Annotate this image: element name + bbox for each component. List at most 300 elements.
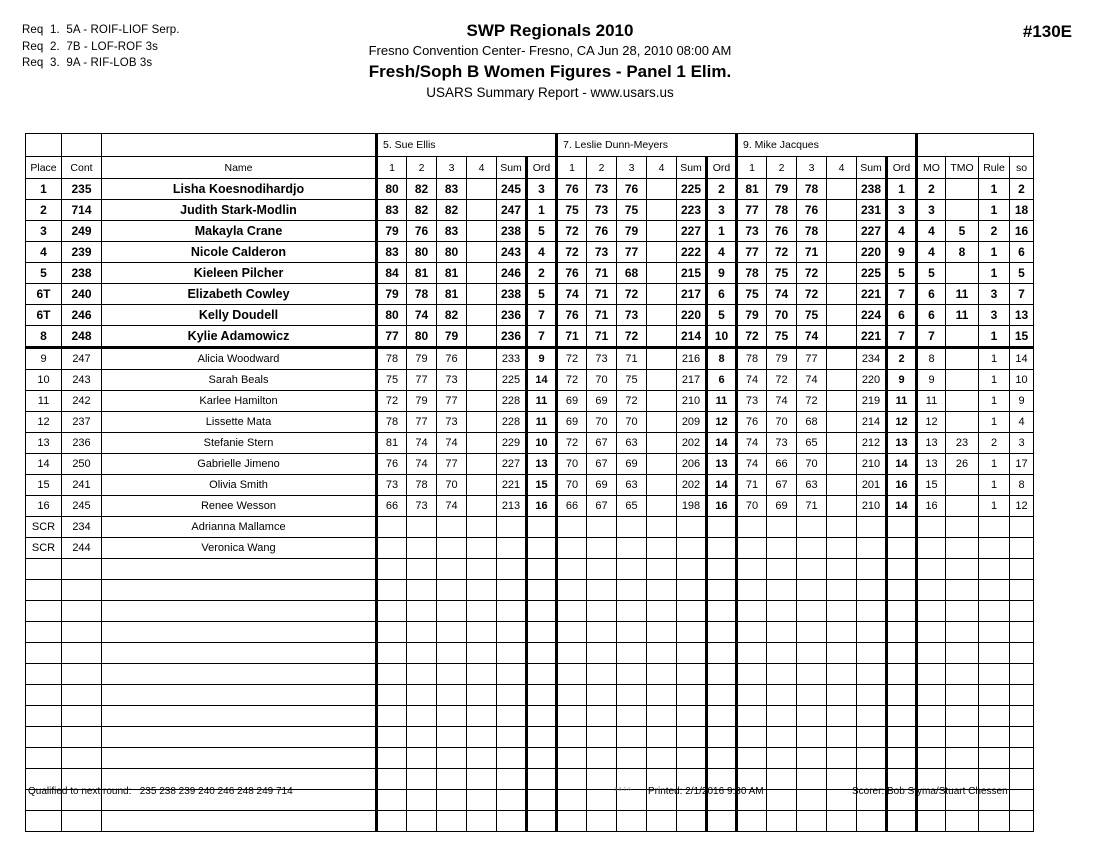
cell-j2-ord: 11 xyxy=(707,391,737,412)
cell-aux xyxy=(1010,727,1034,748)
cell-name: Makayla Crane xyxy=(102,221,377,242)
cell-j1-2: 74 xyxy=(407,433,437,454)
cell-j1-2: 78 xyxy=(407,475,437,496)
venue-line: Fresno Convention Center- Fresno, CA Jun 28, 2010 08:00 AM xyxy=(368,43,732,58)
cell-j3-ord: 3 xyxy=(887,200,917,221)
cell-j3-1: 76 xyxy=(737,412,767,433)
cell-mo: 4 xyxy=(917,242,946,263)
table-row xyxy=(26,454,1034,475)
cell-score xyxy=(587,664,617,685)
cell-score xyxy=(467,811,497,832)
cell-j1-3: 81 xyxy=(437,263,467,284)
cell-score xyxy=(557,706,587,727)
col-header-so: so xyxy=(1010,157,1034,179)
cell-name xyxy=(102,727,377,748)
cell-j1-sum: 243 xyxy=(497,242,527,263)
cell-score xyxy=(767,580,797,601)
cell-j3-4 xyxy=(827,433,857,454)
cell-score xyxy=(377,622,407,643)
cell-j2-2: 69 xyxy=(587,475,617,496)
cell-cont xyxy=(62,811,102,832)
cell-j2-sum: 209 xyxy=(677,412,707,433)
cell-j1-1: 80 xyxy=(377,179,407,200)
cell-mo xyxy=(917,517,946,538)
cell-j2-2 xyxy=(587,517,617,538)
cell-name xyxy=(102,601,377,622)
cell-so: 3 xyxy=(1010,433,1034,454)
cell-j3-sum xyxy=(857,517,887,538)
cell-score xyxy=(767,769,797,790)
cell-j2-2: 71 xyxy=(587,263,617,284)
cell-place: SCR xyxy=(26,517,62,538)
cell-j1-2: 80 xyxy=(407,242,437,263)
cell-j1-1: 80 xyxy=(377,305,407,326)
cell-j3-4 xyxy=(827,454,857,475)
cell-j3-2: 75 xyxy=(767,263,797,284)
cell-score xyxy=(887,559,917,580)
cell-place: 6T xyxy=(26,305,62,326)
cell-rule: 1 xyxy=(979,263,1010,284)
cell-mo: 13 xyxy=(917,454,946,475)
cell-j2-2: 67 xyxy=(587,496,617,517)
cell-j2-3: 72 xyxy=(617,391,647,412)
cell-cont xyxy=(62,643,102,664)
cell-so: 8 xyxy=(1010,475,1034,496)
cell-aux xyxy=(946,685,979,706)
cell-name: Olivia Smith xyxy=(102,475,377,496)
cell-score xyxy=(677,748,707,769)
cell-score xyxy=(617,622,647,643)
cell-j2-ord: 12 xyxy=(707,412,737,433)
cell-j3-1: 75 xyxy=(737,284,767,305)
cell-cont xyxy=(62,706,102,727)
cell-score xyxy=(557,580,587,601)
cell-j2-1: 69 xyxy=(557,391,587,412)
cell-tmo: 5 xyxy=(946,221,979,242)
cell-score xyxy=(527,748,557,769)
cell-score xyxy=(827,811,857,832)
cell-j3-ord xyxy=(887,538,917,559)
cell-j1-1 xyxy=(377,517,407,538)
cell-j3-sum: 210 xyxy=(857,496,887,517)
cell-j2-4 xyxy=(647,242,677,263)
cell-j1-sum: 221 xyxy=(497,475,527,496)
cell-place: 14 xyxy=(26,454,62,475)
table-row xyxy=(26,475,1034,496)
cell-score xyxy=(587,559,617,580)
cell-j3-4 xyxy=(827,517,857,538)
cell-tmo xyxy=(946,179,979,200)
table-row xyxy=(26,348,1034,370)
col-header-j3-1: 1 xyxy=(737,157,767,179)
cell-j2-4 xyxy=(647,433,677,454)
cell-j3-1: 72 xyxy=(737,326,767,348)
cell-score xyxy=(797,748,827,769)
column-header-row xyxy=(26,157,1034,179)
table-row-blank xyxy=(26,727,1034,748)
cell-aux xyxy=(946,727,979,748)
table-row xyxy=(26,496,1034,517)
table-row-blank xyxy=(26,559,1034,580)
cell-j1-4 xyxy=(467,538,497,559)
cell-score xyxy=(647,622,677,643)
cell-aux xyxy=(1010,811,1034,832)
cell-score xyxy=(797,601,827,622)
printed-timestamp: Printed: 2/1/2016 9:30 AM xyxy=(648,786,764,797)
cell-j2-sum: 206 xyxy=(677,454,707,475)
cell-score xyxy=(857,580,887,601)
cell-score xyxy=(587,580,617,601)
cell-tmo xyxy=(946,538,979,559)
cell-j2-ord: 6 xyxy=(707,370,737,391)
cell-score xyxy=(437,769,467,790)
cell-cont xyxy=(62,727,102,748)
cell-so: 6 xyxy=(1010,242,1034,263)
cell-j1-1: 76 xyxy=(377,454,407,475)
cell-aux xyxy=(917,559,946,580)
cell-place xyxy=(26,664,62,685)
cell-j1-ord: 5 xyxy=(527,221,557,242)
cell-j2-4 xyxy=(647,496,677,517)
cell-aux xyxy=(917,727,946,748)
col-header-j3-sum: Sum xyxy=(857,157,887,179)
cell-rule: 1 xyxy=(979,200,1010,221)
cell-j3-4 xyxy=(827,538,857,559)
cell-j1-2: 77 xyxy=(407,370,437,391)
cell-j3-ord: 6 xyxy=(887,305,917,326)
cell-j2-4 xyxy=(647,221,677,242)
table-row xyxy=(26,221,1034,242)
category-title: Fresh/Soph B Women Figures - Panel 1 Elim. xyxy=(368,62,732,81)
cell-j1-sum: 229 xyxy=(497,433,527,454)
cell-score xyxy=(887,601,917,622)
cell-j3-ord: 14 xyxy=(887,454,917,475)
cell-j1-3: 74 xyxy=(437,433,467,454)
cell-score xyxy=(377,580,407,601)
cell-j2-1: 70 xyxy=(557,454,587,475)
cell-j2-2 xyxy=(587,538,617,559)
cell-j1-sum: 246 xyxy=(497,263,527,284)
cell-score xyxy=(407,727,437,748)
cell-j3-ord: 7 xyxy=(887,326,917,348)
cell-score xyxy=(377,748,407,769)
cell-score xyxy=(497,790,527,811)
cell-place: 5 xyxy=(26,263,62,284)
cell-j3-3: 65 xyxy=(797,433,827,454)
cell-score xyxy=(857,706,887,727)
cell-score xyxy=(617,727,647,748)
cell-j3-sum: 238 xyxy=(857,179,887,200)
cell-name: Lisha Koesnodihardjo xyxy=(102,179,377,200)
cell-so: 18 xyxy=(1010,200,1034,221)
cell-j1-ord: 7 xyxy=(527,305,557,326)
cell-name xyxy=(102,664,377,685)
cell-j2-ord: 3 xyxy=(707,200,737,221)
cell-score xyxy=(857,748,887,769)
cell-tmo xyxy=(946,475,979,496)
cell-score xyxy=(527,580,557,601)
cell-j2-1: 76 xyxy=(557,305,587,326)
cell-place: 4 xyxy=(26,242,62,263)
cell-name xyxy=(102,559,377,580)
cell-score xyxy=(407,601,437,622)
cell-score xyxy=(827,706,857,727)
cell-score xyxy=(557,790,587,811)
cell-score xyxy=(797,769,827,790)
cell-j2-sum: 198 xyxy=(677,496,707,517)
cell-mo: 5 xyxy=(917,263,946,284)
cell-mo: 9 xyxy=(917,370,946,391)
cell-j2-2: 67 xyxy=(587,433,617,454)
cell-j3-ord: 7 xyxy=(887,284,917,305)
cell-aux xyxy=(1010,559,1034,580)
cell-j2-3: 65 xyxy=(617,496,647,517)
cell-j3-sum: 225 xyxy=(857,263,887,284)
cell-score xyxy=(437,811,467,832)
cell-name xyxy=(102,643,377,664)
cell-j3-sum: 227 xyxy=(857,221,887,242)
cell-place: 2 xyxy=(26,200,62,221)
cell-aux xyxy=(1010,706,1034,727)
cell-rule: 2 xyxy=(979,433,1010,454)
cell-j3-ord: 5 xyxy=(887,263,917,284)
cell-j2-sum: 217 xyxy=(677,370,707,391)
cell-j2-ord: 4 xyxy=(707,242,737,263)
judge-header: 5. Sue Ellis xyxy=(377,134,557,157)
cell-name: Kelly Doudell xyxy=(102,305,377,326)
cell-j2-ord: 16 xyxy=(707,496,737,517)
cell-aux xyxy=(946,643,979,664)
cell-score xyxy=(857,559,887,580)
cell-score xyxy=(797,685,827,706)
cell-j1-sum: 245 xyxy=(497,179,527,200)
cell-place xyxy=(26,643,62,664)
cell-j1-sum xyxy=(497,517,527,538)
cell-mo: 7 xyxy=(917,326,946,348)
cell-tmo: 11 xyxy=(946,284,979,305)
cell-j1-ord xyxy=(527,538,557,559)
cell-score xyxy=(437,727,467,748)
cell-name: Sarah Beals xyxy=(102,370,377,391)
cell-mo: 16 xyxy=(917,496,946,517)
cell-j3-2: 79 xyxy=(767,348,797,370)
cell-j2-sum: 217 xyxy=(677,284,707,305)
cell-tmo xyxy=(946,326,979,348)
cell-aux xyxy=(917,706,946,727)
cell-j2-sum: 210 xyxy=(677,391,707,412)
cell-score xyxy=(647,685,677,706)
cell-j2-1: 66 xyxy=(557,496,587,517)
cell-j1-2: 82 xyxy=(407,200,437,221)
cell-score xyxy=(437,748,467,769)
cell-j1-4 xyxy=(467,305,497,326)
cell-score xyxy=(647,748,677,769)
cell-j3-2: 73 xyxy=(767,433,797,454)
cell-cont xyxy=(62,748,102,769)
cell-j2-sum: 216 xyxy=(677,348,707,370)
cell-j3-4 xyxy=(827,475,857,496)
cell-score xyxy=(497,727,527,748)
cell-score xyxy=(497,643,527,664)
cell-j3-2: 67 xyxy=(767,475,797,496)
table-row xyxy=(26,517,1034,538)
cell-j3-3: 72 xyxy=(797,284,827,305)
cell-j1-ord: 1 xyxy=(527,200,557,221)
cell-score xyxy=(437,622,467,643)
cell-j1-1: 79 xyxy=(377,221,407,242)
cell-score xyxy=(737,664,767,685)
cell-score xyxy=(737,727,767,748)
cell-score xyxy=(827,622,857,643)
cell-score xyxy=(497,664,527,685)
cell-j3-sum: 220 xyxy=(857,370,887,391)
cell-score xyxy=(617,643,647,664)
cell-j2-3: 73 xyxy=(617,305,647,326)
table-row-blank xyxy=(26,580,1034,601)
cell-j3-1: 73 xyxy=(737,391,767,412)
cell-j3-2: 66 xyxy=(767,454,797,475)
cell-score xyxy=(557,622,587,643)
cell-aux xyxy=(979,727,1010,748)
cell-mo: 11 xyxy=(917,391,946,412)
cell-score xyxy=(767,643,797,664)
cell-score xyxy=(557,685,587,706)
requirement-line: Req 1. 5A - ROIF-LIOF Serp. xyxy=(22,24,180,36)
cell-rule: 3 xyxy=(979,284,1010,305)
cell-score xyxy=(647,580,677,601)
cell-j2-2: 73 xyxy=(587,200,617,221)
cell-j2-4 xyxy=(647,284,677,305)
cell-aux xyxy=(946,622,979,643)
cell-j1-3: 80 xyxy=(437,242,467,263)
cell-place xyxy=(26,559,62,580)
cell-name xyxy=(102,685,377,706)
cell-score xyxy=(707,727,737,748)
cell-place: 11 xyxy=(26,391,62,412)
cell-j3-1: 74 xyxy=(737,454,767,475)
cell-j3-ord: 9 xyxy=(887,370,917,391)
cell-rule: 1 xyxy=(979,412,1010,433)
cell-place: 13 xyxy=(26,433,62,454)
cell-j3-4 xyxy=(827,348,857,370)
cell-j2-3 xyxy=(617,517,647,538)
cell-j1-2: 73 xyxy=(407,496,437,517)
cell-score xyxy=(677,601,707,622)
cell-score xyxy=(707,622,737,643)
cell-so: 17 xyxy=(1010,454,1034,475)
table-row xyxy=(26,263,1034,284)
cell-score xyxy=(437,643,467,664)
cell-j1-2: 77 xyxy=(407,412,437,433)
cell-score xyxy=(617,601,647,622)
cell-so: 9 xyxy=(1010,391,1034,412)
cell-aux xyxy=(1010,748,1034,769)
cell-score xyxy=(857,727,887,748)
cell-j2-ord: 5 xyxy=(707,305,737,326)
cell-name xyxy=(102,811,377,832)
cell-aux xyxy=(979,601,1010,622)
cell-j3-1: 78 xyxy=(737,348,767,370)
cell-score xyxy=(377,790,407,811)
cell-j1-3 xyxy=(437,538,467,559)
cell-score xyxy=(677,643,707,664)
cell-tmo xyxy=(946,412,979,433)
cell-cont: 248 xyxy=(62,326,102,348)
cell-j1-4 xyxy=(467,517,497,538)
table-row xyxy=(26,391,1034,412)
cell-j3-2: 75 xyxy=(767,326,797,348)
cell-j3-sum: 210 xyxy=(857,454,887,475)
cell-place xyxy=(26,601,62,622)
cell-score xyxy=(647,706,677,727)
cell-score xyxy=(677,664,707,685)
cell-j1-2: 81 xyxy=(407,263,437,284)
cell-j1-ord: 14 xyxy=(527,370,557,391)
cell-score xyxy=(647,643,677,664)
cell-tmo xyxy=(946,391,979,412)
cell-j1-4 xyxy=(467,242,497,263)
cell-aux xyxy=(979,664,1010,685)
cell-aux xyxy=(917,664,946,685)
col-header-j3-4: 4 xyxy=(827,157,857,179)
cell-score xyxy=(677,706,707,727)
cell-score xyxy=(887,664,917,685)
cell-score xyxy=(467,727,497,748)
cell-aux xyxy=(917,622,946,643)
qualified-label: Qualified to next round: xyxy=(28,786,132,797)
cell-j1-3: 77 xyxy=(437,391,467,412)
cell-j1-4 xyxy=(467,348,497,370)
cell-j3-ord: 16 xyxy=(887,475,917,496)
cell-score xyxy=(587,811,617,832)
cell-score xyxy=(377,685,407,706)
cell-score xyxy=(437,685,467,706)
cell-cont xyxy=(62,622,102,643)
col-header-j3-3: 3 xyxy=(797,157,827,179)
cell-cont: 236 xyxy=(62,433,102,454)
cell-rule: 1 xyxy=(979,348,1010,370)
requirement-line: Req 2. 7B - LOF-ROF 3s xyxy=(22,40,158,53)
cell-so: 12 xyxy=(1010,496,1034,517)
table-row-blank xyxy=(26,811,1034,832)
cell-j1-ord: 16 xyxy=(527,496,557,517)
cell-score xyxy=(467,748,497,769)
cell-j3-sum: 212 xyxy=(857,433,887,454)
cell-score xyxy=(797,706,827,727)
cell-j2-ord: 1 xyxy=(707,221,737,242)
cell-score xyxy=(737,811,767,832)
cell-so: 7 xyxy=(1010,284,1034,305)
cell-score xyxy=(467,790,497,811)
cell-j3-ord xyxy=(887,517,917,538)
cell-score xyxy=(467,601,497,622)
col-header-j2-2: 2 xyxy=(587,157,617,179)
spacer-cell xyxy=(917,134,1034,157)
cell-j3-ord: 9 xyxy=(887,242,917,263)
cell-so: 4 xyxy=(1010,412,1034,433)
cell-tmo xyxy=(946,370,979,391)
cell-j2-1: 70 xyxy=(557,475,587,496)
cell-cont: 250 xyxy=(62,454,102,475)
cell-mo: 8 xyxy=(917,348,946,370)
cell-j1-3: 74 xyxy=(437,496,467,517)
col-header-j2-1: 1 xyxy=(557,157,587,179)
cell-cont: 247 xyxy=(62,348,102,370)
cell-score xyxy=(407,559,437,580)
cell-j3-1 xyxy=(737,517,767,538)
cell-j1-3: 70 xyxy=(437,475,467,496)
cell-j2-3: 68 xyxy=(617,263,647,284)
